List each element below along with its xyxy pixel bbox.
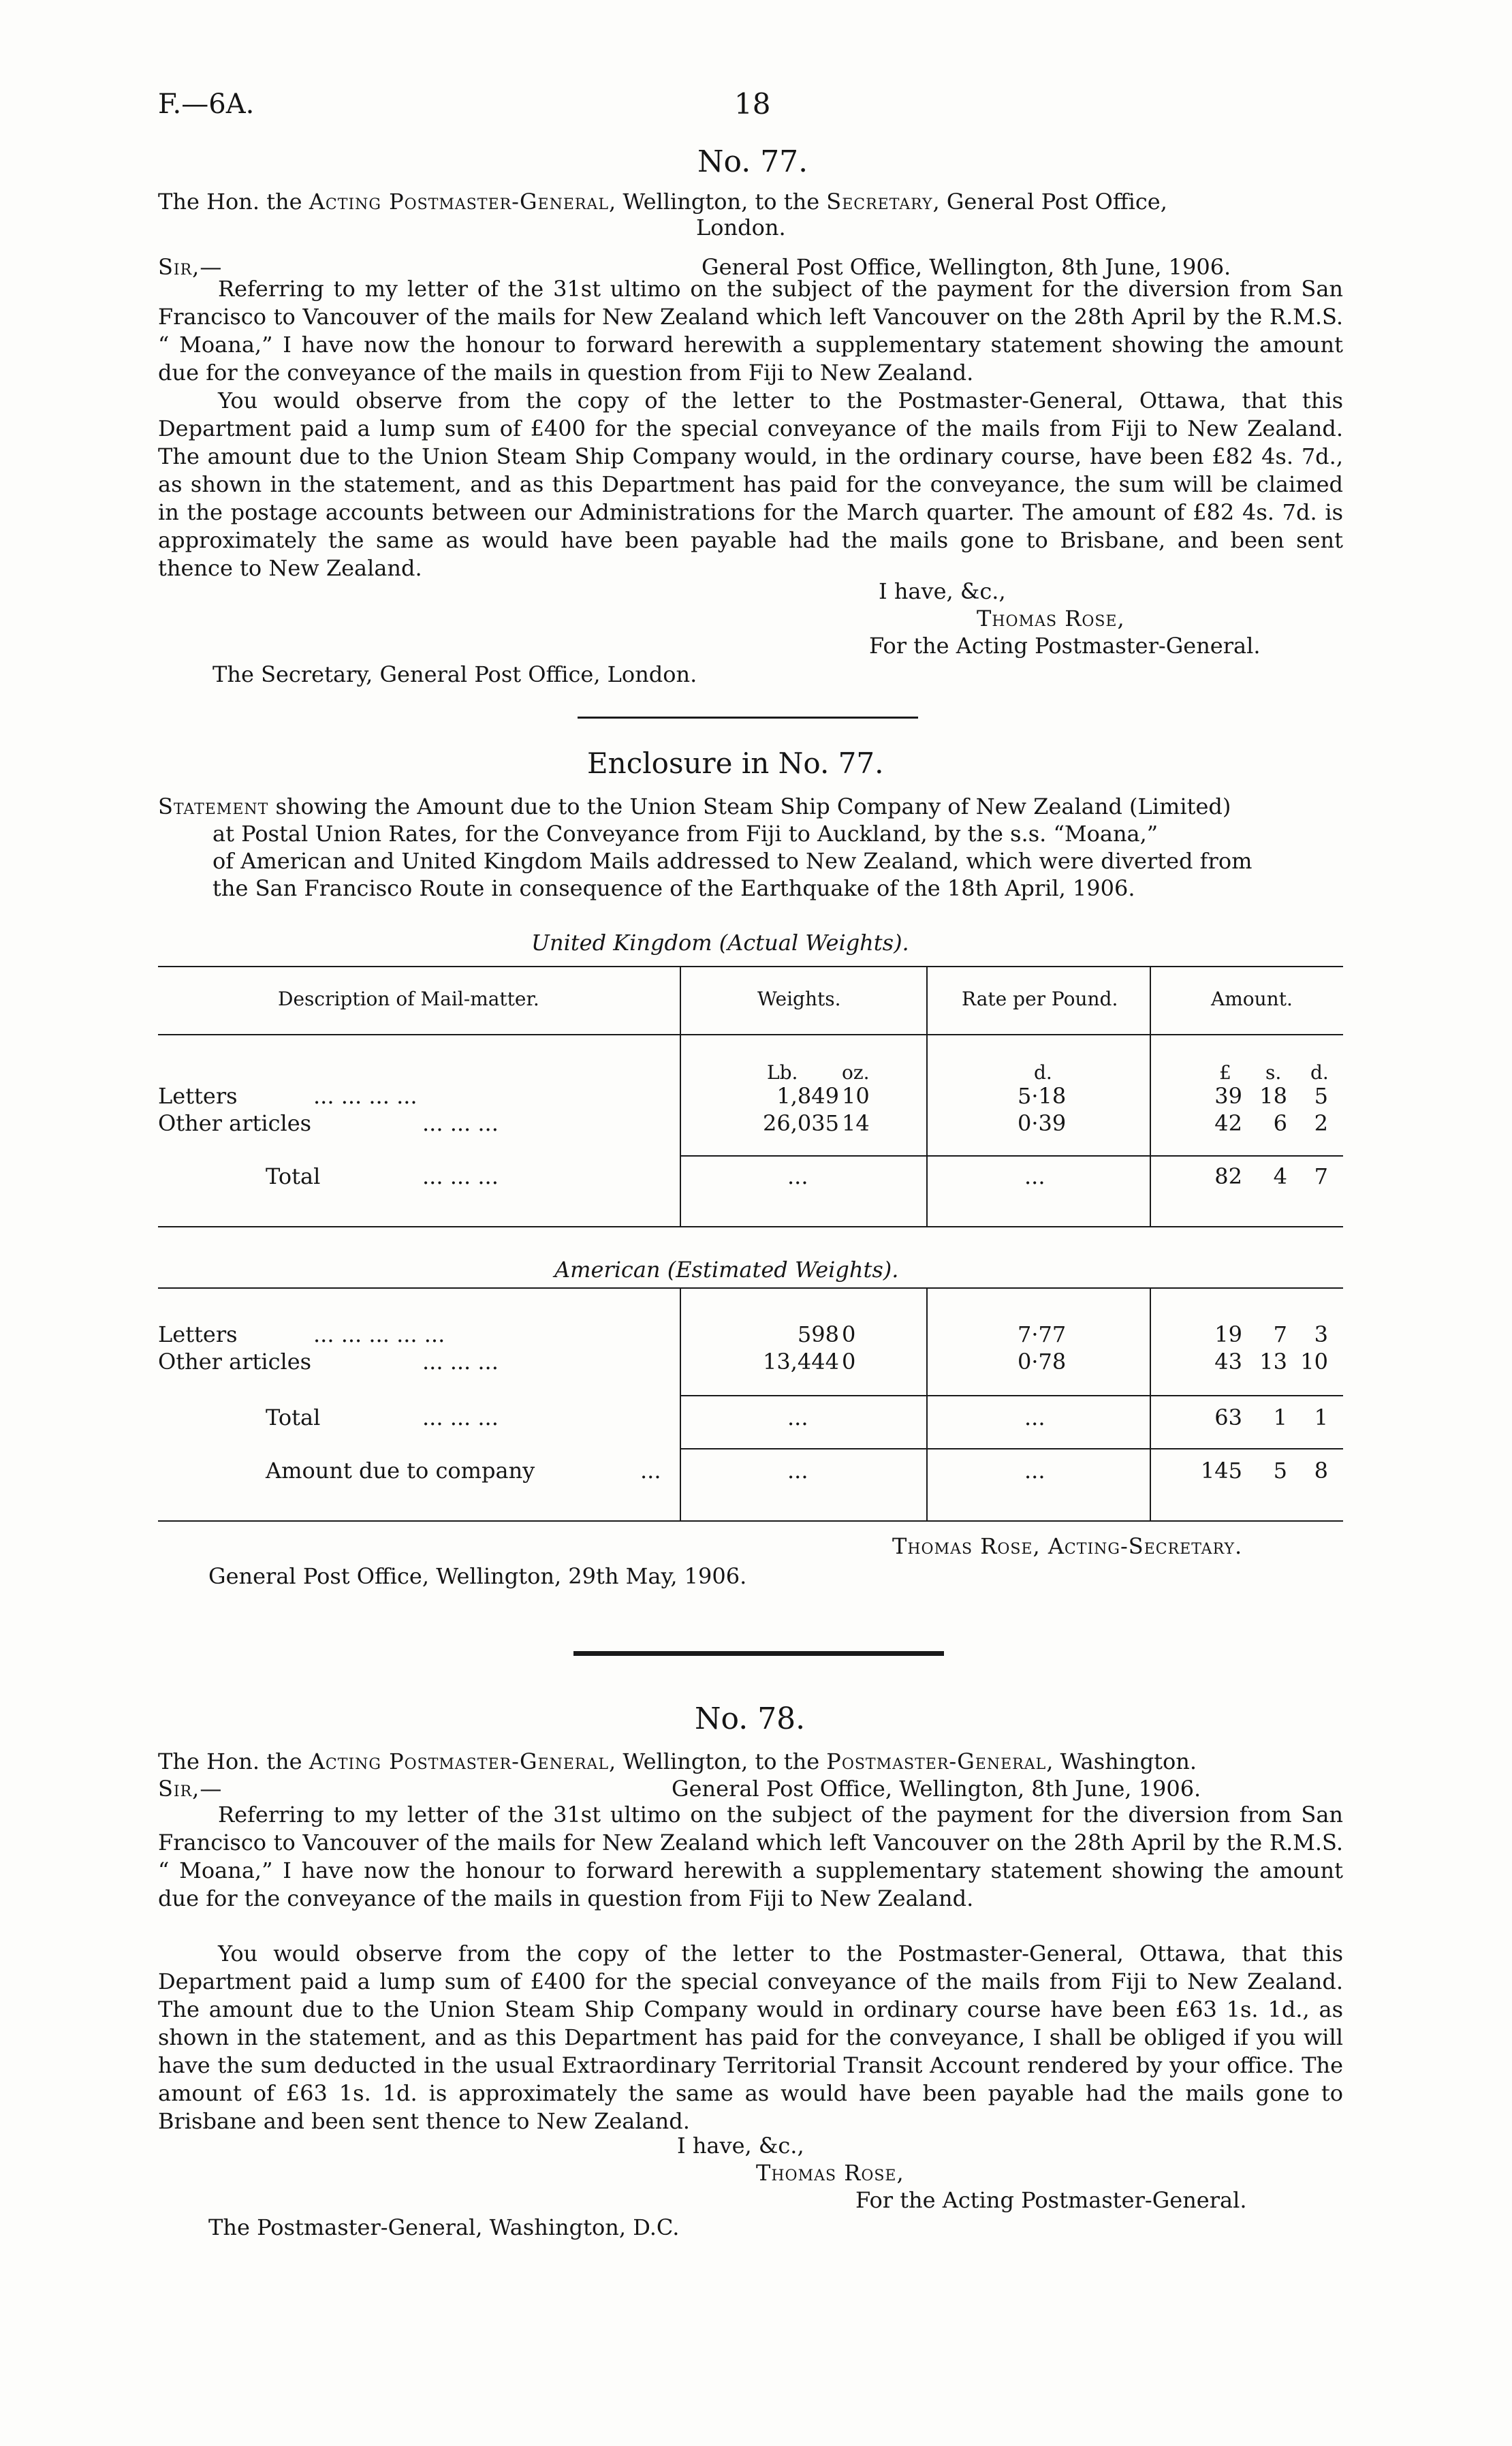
uk-row-other-label: Other articles bbox=[158, 1110, 312, 1136]
page-number: 18 bbox=[734, 87, 771, 121]
enclosure-title: Enclosure in No. 77. bbox=[587, 747, 884, 780]
us-other-pounds: 43 bbox=[1214, 1349, 1242, 1375]
statement-line-2: at Postal Union Rates, for the Conveyance from Fiji to Auckland, by the s.s. “Moana,” bbox=[212, 821, 1159, 847]
uk-total-pounds: 82 bbox=[1214, 1163, 1242, 1189]
letter-77-recipient: The Secretary, General Post Office, London. bbox=[212, 661, 697, 687]
table-header-rule bbox=[158, 1034, 1343, 1035]
us-row-letters-label: Letters bbox=[158, 1321, 238, 1347]
uk-other-oz: 14 bbox=[842, 1110, 870, 1136]
letter-78-salutation: Sir,— bbox=[158, 1776, 223, 1802]
letter-77-address-line2: London. bbox=[696, 215, 786, 240]
us-letters-lb: 598 bbox=[797, 1321, 839, 1347]
section-divider-thick bbox=[573, 1651, 944, 1656]
letter-78-sign-title: For the Acting Postmaster-General. bbox=[855, 2187, 1247, 2213]
uk-total-weights: ... bbox=[787, 1163, 808, 1189]
letter-78-address: The Hon. the Acting Postmaster-General, Wellington, to the Postmaster-General, Washington. bbox=[158, 1749, 1197, 1774]
statement-line-3: of American and United Kingdom Mails addressed to New Zealand, which were diverted from bbox=[212, 848, 1253, 874]
letter-77-signature: Thomas Rose, bbox=[977, 606, 1125, 631]
uk-total-shillings: 4 bbox=[1273, 1163, 1287, 1189]
uk-total-label: Total bbox=[266, 1163, 321, 1189]
column-divider bbox=[926, 967, 928, 1226]
leader-dots: ... ... ... ... ... bbox=[313, 1321, 445, 1347]
us-other-oz: 0 bbox=[842, 1349, 856, 1375]
total-rule bbox=[680, 1395, 1343, 1396]
us-other-rate: 0·78 bbox=[1018, 1349, 1067, 1375]
section-divider bbox=[578, 717, 918, 719]
leader-dots: ... ... ... bbox=[422, 1163, 499, 1189]
unit-rate: d. bbox=[1034, 1061, 1052, 1084]
column-divider bbox=[680, 967, 681, 1226]
letter-77-sign-title: For the Acting Postmaster-General. bbox=[869, 633, 1261, 659]
unit-shilling: s. bbox=[1265, 1061, 1282, 1084]
leader-dots: ... ... ... bbox=[422, 1405, 499, 1430]
amount-due-weights: ... bbox=[787, 1458, 808, 1484]
letter-77-salutation: Sir,— bbox=[158, 254, 223, 280]
uk-other-rate: 0·39 bbox=[1018, 1110, 1067, 1136]
uk-letters-shillings: 18 bbox=[1259, 1083, 1287, 1109]
uk-other-pounds: 42 bbox=[1214, 1110, 1242, 1136]
unit-lb: Lb. bbox=[767, 1061, 798, 1084]
uk-total-rate: ... bbox=[1024, 1163, 1045, 1189]
uk-other-lb: 26,035 bbox=[763, 1110, 839, 1136]
column-divider bbox=[926, 1289, 928, 1520]
table-bottom-rule bbox=[158, 1520, 1343, 1522]
us-row-other-label: Other articles bbox=[158, 1349, 312, 1375]
us-other-shillings: 13 bbox=[1259, 1349, 1287, 1375]
column-header-rate: Rate per Pound. bbox=[962, 988, 1118, 1010]
column-divider bbox=[680, 1289, 681, 1520]
uk-other-pence: 2 bbox=[1314, 1110, 1328, 1136]
column-divider bbox=[1150, 967, 1151, 1226]
uk-total-pence: 7 bbox=[1314, 1163, 1328, 1189]
uk-table-heading: United Kingdom (Actual Weights). bbox=[531, 930, 909, 956]
leader-dots: ... ... ... bbox=[422, 1110, 499, 1136]
us-letters-oz: 0 bbox=[842, 1321, 856, 1347]
us-other-lb: 13,444 bbox=[763, 1349, 839, 1375]
us-letters-pence: 3 bbox=[1314, 1321, 1328, 1347]
us-other-pence: 10 bbox=[1300, 1349, 1328, 1375]
us-total-pounds: 63 bbox=[1214, 1405, 1242, 1430]
us-total-label: Total bbox=[266, 1405, 321, 1430]
uk-letters-pence: 5 bbox=[1314, 1083, 1328, 1109]
statement-line-1: Statement showing the Amount due to the Union Steam Ship Company of New Zealand (Limited) bbox=[158, 794, 1231, 819]
column-header-description: Description of Mail-matter. bbox=[278, 988, 539, 1010]
unit-oz: oz. bbox=[842, 1061, 870, 1084]
letter-77-dateline: General Post Office, Wellington, 8th June, 1906. bbox=[702, 254, 1231, 280]
leader-dots: ... ... ... bbox=[422, 1349, 499, 1375]
leader-dots: ... bbox=[640, 1458, 661, 1484]
amount-due-pence: 8 bbox=[1314, 1458, 1328, 1484]
us-total-rate: ... bbox=[1024, 1405, 1045, 1430]
letter-77-paragraph-1: Referring to my letter of the 31st ultimo on the subject of the payment for the diversion from San Francisco to Vancouver of the mails for New Zealand which left Vancouver on the 28th April by the R.M.S. “ Moana,” I have now the honour to forward herewith a supplementary statement showing the amount due for the conveyance of the mails in question from Fiji to New Zealand. bbox=[158, 276, 1343, 386]
uk-bottom-rule bbox=[158, 1226, 1343, 1227]
amount-due-pounds: 145 bbox=[1200, 1458, 1242, 1484]
statement-line-4: the San Francisco Route in consequence of the Earthquake of the 18th April, 1906. bbox=[212, 875, 1135, 901]
us-total-shillings: 1 bbox=[1273, 1405, 1287, 1430]
amount-due-rate: ... bbox=[1024, 1458, 1045, 1484]
letter-77-number: No. 77. bbox=[697, 144, 808, 179]
enclosure-place-date: General Post Office, Wellington, 29th May, 1906. bbox=[208, 1563, 747, 1589]
us-letters-shillings: 7 bbox=[1273, 1321, 1287, 1347]
total-rule bbox=[680, 1155, 1343, 1157]
letter-78-signature: Thomas Rose, bbox=[756, 2160, 904, 2186]
column-header-amount: Amount. bbox=[1211, 988, 1293, 1010]
us-letters-pounds: 19 bbox=[1214, 1321, 1242, 1347]
amount-due-label: Amount due to company bbox=[266, 1458, 535, 1484]
letter-78-closing: I have, &c., bbox=[677, 2133, 804, 2159]
letter-77-closing: I have, &c., bbox=[879, 578, 1006, 604]
unit-pence: d. bbox=[1310, 1061, 1329, 1084]
letter-77-paragraph-2: You would observe from the copy of the letter to the Postmaster-General, Ottawa, that this Department paid a lump sum of £400 for the special conveyance of the mails from Fiji to New Zealand. The amount due to the Union Steam Ship Company would, in the ordinary course, have been £82 4s. 7d., as shown in the statement, and as this Department has paid for the conveyance, the sum will be claimed in the postage accounts between our Administrations for the March quarter. The amount of £82 4s. 7d. is approximately the same as would have been payable had the mails gone to Brisbane, and been sent thence to New Zealand. bbox=[158, 388, 1343, 581]
us-letters-rate: 7·77 bbox=[1018, 1321, 1067, 1347]
uk-letters-oz: 10 bbox=[842, 1083, 870, 1109]
column-divider bbox=[1150, 1289, 1151, 1520]
us-total-pence: 1 bbox=[1314, 1405, 1328, 1430]
uk-letters-pounds: 39 bbox=[1214, 1083, 1242, 1109]
uk-other-shillings: 6 bbox=[1273, 1110, 1287, 1136]
letter-78-number: No. 78. bbox=[695, 1702, 806, 1736]
total-rule bbox=[680, 1448, 1343, 1449]
us-table-heading: American (Estimated Weights). bbox=[554, 1257, 899, 1283]
column-header-weights: Weights. bbox=[757, 988, 841, 1010]
uk-letters-rate: 5·18 bbox=[1018, 1083, 1067, 1109]
us-total-weights: ... bbox=[787, 1405, 808, 1430]
letter-78-paragraph-1: Referring to my letter of the 31st ultimo on the subject of the payment for the diversion from San Francisco to Vancouver of the mails for New Zealand which left Vancouver on the 28th April by the R.M.S. “ Moana,” I have now the honour to forward herewith a supplementary statement showing the amount due for the conveyance of the mails in question from Fiji to New Zealand. bbox=[158, 1802, 1343, 1911]
us-top-rule bbox=[158, 1287, 1343, 1289]
letter-77-address: The Hon. the Acting Postmaster-General, Wellington, to the Secretary, General Post Office, bbox=[158, 189, 1167, 215]
leader-dots: ... ... ... ... bbox=[313, 1083, 418, 1109]
enclosure-signature: Thomas Rose, Acting-Secretary. bbox=[892, 1533, 1243, 1559]
amount-due-shillings: 5 bbox=[1273, 1458, 1287, 1484]
letter-78-paragraph-2: You would observe from the copy of the letter to the Postmaster-General, Ottawa, that this Department paid a lump sum of £400 for the special conveyance of the mails from Fiji to New Zealand. The amount due to the Union Steam Ship Company would in ordinary course have been £63 1s. 1d., as shown in the statement, and as this Department has paid for the conveyance, I shall be obliged if you will have the sum deducted in the usual Extraordinary Territorial Transit Account rendered by your office. The amount of £63 1s. 1d. is approximately the same as would have been payable had the mails gone to Brisbane and been sent thence to New Zealand. bbox=[158, 1941, 1343, 2134]
unit-pound: £ bbox=[1219, 1061, 1231, 1084]
document-reference: F.—6A. bbox=[158, 89, 255, 120]
letter-78-recipient: The Postmaster-General, Washington, D.C. bbox=[208, 2214, 680, 2240]
table-top-rule bbox=[158, 966, 1343, 967]
uk-letters-lb: 1,849 bbox=[776, 1083, 839, 1109]
letter-78-dateline: General Post Office, Wellington, 8th June, 1906. bbox=[672, 1776, 1201, 1802]
uk-row-letters-label: Letters bbox=[158, 1083, 238, 1109]
